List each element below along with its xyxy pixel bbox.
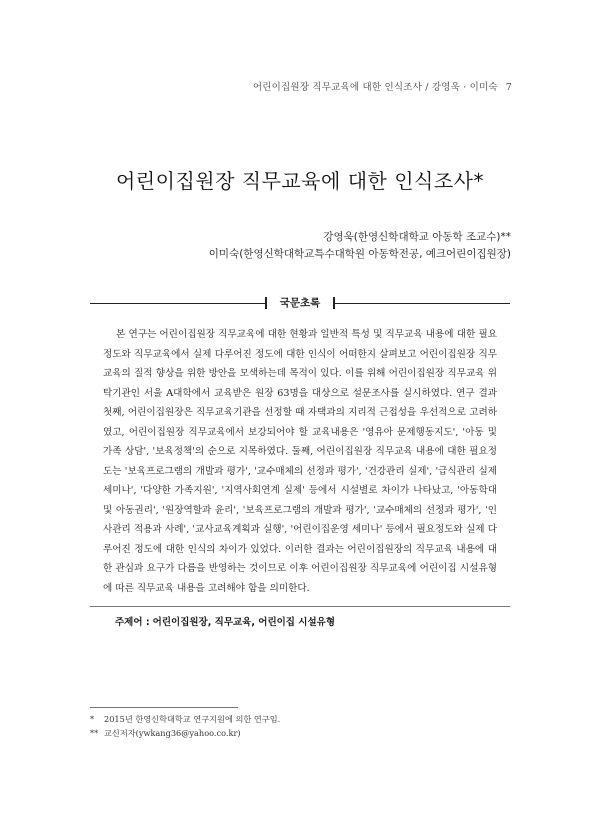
keyword-divider [90,606,510,607]
abstract-heading-label: 국문초록 [279,297,321,309]
author-2: 이미숙(한영신학대학교특수대학원 아동학전공, 예크어린이집원장) [208,248,511,260]
keywords-values: 어린이집원장, 직무교육, 어린이집 시설유형 [152,617,335,628]
abstract-body: 본 연구는 어린이집원장 직무교육에 대한 현황과 일반적 특성 및 직무교육 내용에 대한 필요정도와 직무교육에서 실제 다루어진 정도에 대한 인식이 어떠한지 살펴보고 어린이집원장 직무교육의 질적 향상을 위한 방안을 모색하는데 목적이 있다. 이를 위해 어린이집원장 직무교육 위탁기관인 서울 A대학에서 교육받은 원장 63명을 대상으로 설문조사를 실시하였다. 연구 결과 첫째, 어린이집원장은 직무교육기관을 선정할 때 자택과의 지리적 근접성을 우선적으로 고려하였고, 어린이집원장 직무교육에서 보강되어야 할 교육내용은 '영유아 문제행동지도', '아동 및 가족 상담', '보육정책'의 순으로 지목하였다. 둘째, 어린이집원장 직무교육 내용에 대한 필요정도는 '보육프로그램의 개발과 평가', '교수매체의 선정과 평가', '건강관리 실제', '급식관리 실제 세미나', '다양한 가족지원', '지역사회연계 실제' 등에서 시설별로 차이가 나타났고, '아동학대 및 아동권리', '원장역할과 윤리', '보육프로그램의 개발과 평가', '교수매체의 선정과 평가', '인사관리 적용과 사례', '교사교육계획과 실행', '어린이집운영 세미나' 등에서 필요정도와 실제 다루어진 정도에 대한 인식의 차이가 있었다. 이러한 결과는 어린이집원장의 직무교육 내용에 대한 관심과 요구가 다름을 반영하는 것이므로 이후 어린이집원장 직무교육에 어린이집 시설유형에 따른 직무교육 내용을 고려해야 함을 의미한다. [103,329,497,594]
footnote-1 [90,712,280,726]
running-head [253,79,512,93]
footnote-2-text: 교신저자(ywkang36@yahoo.co.kr) [104,728,241,738]
heading-rule-left [90,303,265,304]
footnote-1-mark: * [90,714,95,724]
paper-title: 어린이집원장 직무교육에 대한 인식조사* [115,169,484,194]
running-head-text: 어린이집원장 직무교육에 대한 인식조사 / 강영욱 · 이미숙 [252,82,498,93]
abstract-heading [90,296,510,310]
author-1: 강영욱(한영신학대학교 아동학 조교수)** [323,231,511,243]
page-number: 7 [505,82,512,93]
footnote-rule [90,707,238,708]
footnotes [90,712,280,740]
keywords-label: 주제어 : [115,617,150,628]
author-block [209,229,511,263]
footnote-2-mark: ** [90,728,99,738]
keywords [115,614,335,628]
footnote-1-text: 2015년 한영신학대학교 연구지원에 의한 연구임. [104,714,281,724]
heading-rule-right [335,303,510,304]
footnote-2 [90,726,280,740]
